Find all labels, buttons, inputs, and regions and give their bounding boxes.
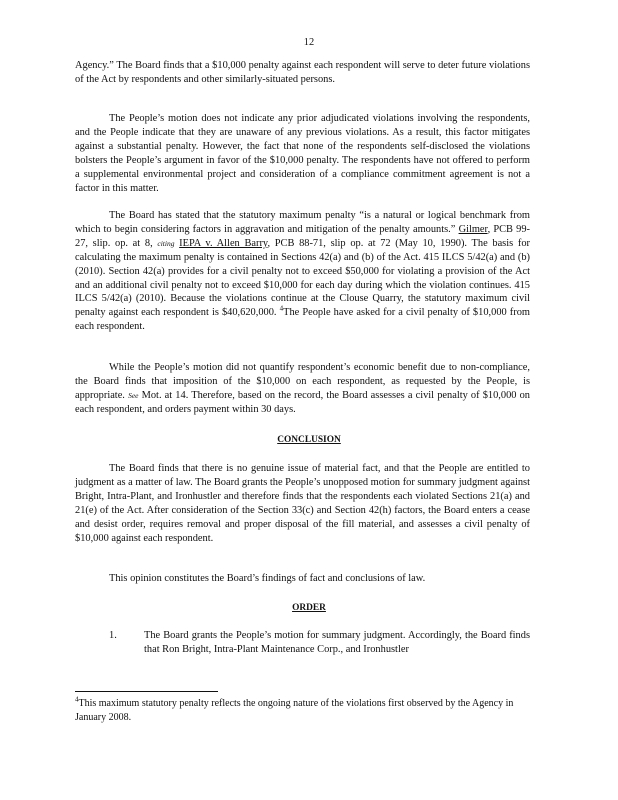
paragraph-4-part-b: Mot. at 14. Therefore, based on the record, the Board assesses a civil penalty of $10,000 on each respondent, and orders payment within 30 days. (75, 389, 530, 415)
order-heading: ORDER (292, 603, 326, 613)
paragraph-2: The People’s motion does not indicate any prior adjudicated violations involving the respondents, and the People indicate that they are unaware of any previous violations. As a result, this factor mitigates against a substantial penalty. However, the fact that none of the respondents self-disclosed the violations bolsters the People’s argument in favor of the $10,000 penalty. The respondents have not offered to perform a supplemental environmental project and consideration of a compliance commitment agreement is not a factor in this matter. (75, 113, 530, 194)
paragraph-3-part-c: , PCB 88-71, slip op. at 72 (May 10, 1990). The basis for calculating the maximum penalty is contained in Sections 42(a) and (b) of the Act. 415 ILCS 5/42(a) and (b) (2010). Section 42(a) provides for a civil penalty not to exceed $50,000 for violating a provision of the Act and an additional civil penalty not to exceed $10,000 for each day during which the violation continues. 415 ILCS 5/42(a) (2010). Because the violations continue at the Clouse Quarry, the statutory maximum civil penalty against each respondent is $40,620,000. (75, 237, 530, 319)
footnote-mark: 4 (75, 695, 79, 704)
order-item-text: The Board grants the People’s motion for summary judgment. Accordingly, the Board finds that Ron Bright, Intra-Plant Maintenance Corp., and Ironhustler (144, 630, 530, 655)
footnote-divider (75, 691, 218, 692)
footnote (75, 697, 530, 724)
paragraph-4 (75, 361, 530, 417)
see-signal: See (128, 390, 139, 400)
footnote-text: This maximum statutory penalty reflects the ongoing nature of the violations first observed by the Agency in January 2008. (75, 698, 514, 723)
paragraph-3-part-d: The People have asked for a civil penalty of $10,000 from each respondent. (75, 307, 530, 333)
page-number: 12 (303, 37, 315, 48)
paragraph-6: This opinion constitutes the Board’s findings of fact and conclusions of law. (109, 573, 426, 584)
paragraph-5: The Board finds that there is no genuine issue of material fact, and that the People are entitled to judgment as a matter of law. The Board grants the People’s unopposed motion for summary judgment against Bright, Intra-Plant, and Ironhustler and therefore finds that the respondents each violated Sections 21(a) and 21(e) of the Act. After consideration of the Section 33(c) and Section 42(h) factors, the Board enters a cease and desist order, requires removal and proper disposal of the fill material, and assesses a civil penalty of $10,000 against each respondent. (75, 463, 530, 544)
paragraph-1: Agency.” The Board finds that a $10,000 penalty against each respondent will serve to deter future violations of the Act by respondents and other similarly-situated persons. (75, 60, 530, 85)
paragraph-3 (75, 209, 530, 334)
citing-signal: citing (157, 238, 175, 248)
paragraph-3-part-a: The Board has stated that the statutory maximum penalty “is a natural or logical benchmark from which to begin considering factors in aggravation and mitigation of the penalty amounts.” (75, 210, 530, 235)
conclusion-heading: CONCLUSION (277, 435, 341, 445)
paragraph-3-part-b: , PCB 99-27, slip. op. at 8, (75, 223, 530, 249)
footnote-reference: 4 (279, 304, 284, 313)
paragraph-4-part-a: While the People’s motion did not quantify respondent’s economic benefit due to non-compliance, the Board finds that imposition of the $10,000 on each respondent, as requested by the People, is appropriate. (75, 362, 530, 401)
citation-iepa: IEPA v. Allen Barry (179, 237, 268, 249)
citation-gilmer: Gilmer (458, 223, 488, 235)
order-item-number: 1. (109, 630, 117, 641)
